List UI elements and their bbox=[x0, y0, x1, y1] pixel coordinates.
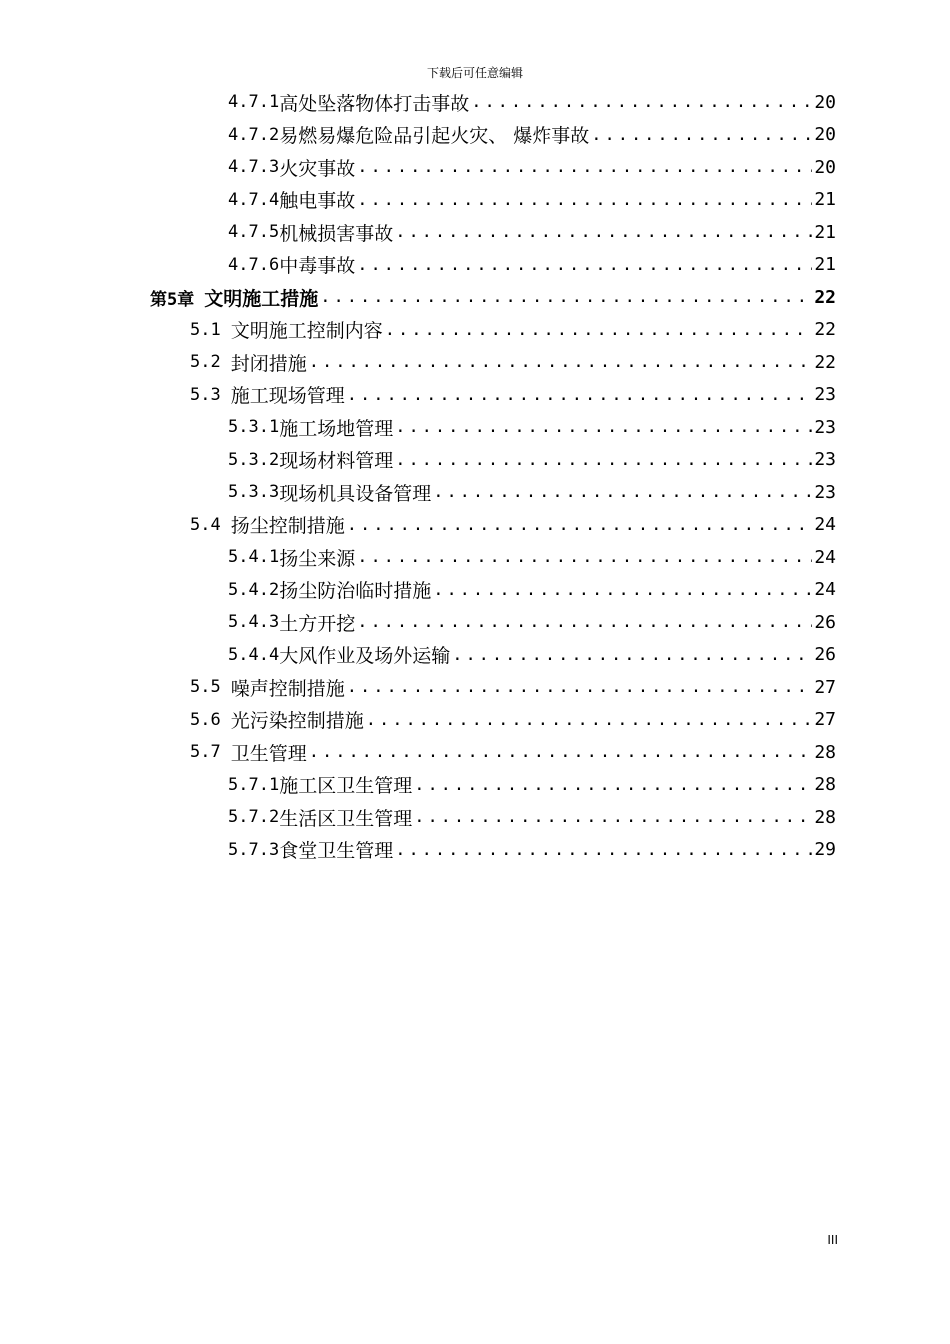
toc-entry-title: 高处坠落物体打击事故 bbox=[279, 92, 470, 115]
toc-entry-number: 4.7.4 bbox=[228, 189, 280, 210]
toc-entry-title: 现场机具设备管理 bbox=[279, 482, 432, 505]
toc-entry-title: 触电事故 bbox=[279, 190, 356, 212]
toc-entry-page: 20 bbox=[814, 124, 836, 145]
toc-entry[interactable] bbox=[228, 769, 836, 801]
toc-entry-page: 28 bbox=[814, 806, 836, 828]
toc-entry-number: 5.3 bbox=[190, 384, 221, 405]
toc-dot-leader bbox=[347, 385, 813, 405]
toc-section-entry[interactable] bbox=[190, 314, 836, 346]
toc-entry-title: 易燃易爆危险品引起火灾、 爆炸事故 bbox=[279, 125, 590, 147]
toc-entry-number: 5.3.2 bbox=[228, 449, 280, 470]
toc-entry-number: 5.7.1 bbox=[228, 774, 280, 795]
toc-entry-number: 5.7.3 bbox=[228, 839, 280, 860]
toc-entry-page: 24 bbox=[814, 514, 836, 535]
toc-dot-leader bbox=[357, 612, 812, 632]
toc-entry-page: 20 bbox=[814, 91, 836, 113]
toc-entry-page: 24 bbox=[814, 579, 836, 600]
toc-entry-title: 土方开挖 bbox=[279, 612, 356, 635]
toc-entry-title: 施工区卫生管理 bbox=[279, 775, 413, 797]
toc-entry-title: 扬尘控制措施 bbox=[230, 515, 345, 537]
toc-entry-title: 扬尘防治临时措施 bbox=[279, 580, 432, 602]
toc-entry[interactable] bbox=[228, 411, 836, 443]
toc-entry-page: 22 bbox=[814, 319, 836, 340]
toc-entry[interactable] bbox=[228, 639, 836, 671]
page-header-note: 下载后可任意编辑 bbox=[426, 66, 523, 80]
toc-entry[interactable] bbox=[228, 574, 836, 606]
toc-dot-leader bbox=[395, 840, 812, 860]
toc-entry[interactable] bbox=[228, 184, 836, 216]
toc-section-entry[interactable] bbox=[190, 509, 836, 541]
toc-dot-leader bbox=[433, 482, 812, 502]
toc-dot-leader bbox=[309, 742, 813, 762]
toc-dot-leader bbox=[414, 775, 812, 795]
toc-entry-number: 5.1 bbox=[190, 319, 221, 340]
toc-entry-page: 22 bbox=[814, 286, 836, 308]
toc-entry-title: 光污染控制措施 bbox=[230, 710, 364, 732]
toc-entry-page: 22 bbox=[814, 351, 836, 373]
toc-entry-number: 4.7.6 bbox=[228, 254, 280, 275]
toc-dot-leader bbox=[357, 190, 812, 210]
toc-entry[interactable] bbox=[228, 86, 836, 118]
toc-entry-title: 噪声控制措施 bbox=[230, 677, 345, 700]
toc-dot-leader bbox=[591, 125, 812, 145]
toc-entry-page: 23 bbox=[814, 449, 836, 470]
toc-entry[interactable] bbox=[228, 476, 836, 508]
toc-entry-title: 食堂卫生管理 bbox=[279, 840, 394, 862]
toc-entry-page: 29 bbox=[814, 839, 836, 860]
toc-dot-leader bbox=[414, 807, 812, 827]
toc-entry-number: 5.6 bbox=[190, 709, 221, 730]
toc-dot-leader bbox=[395, 222, 812, 242]
toc-entry-page: 24 bbox=[814, 546, 836, 568]
toc-entry-number: 5.4.3 bbox=[228, 612, 280, 632]
page-number: III bbox=[827, 1233, 838, 1247]
toc-entry-number: 5.4.1 bbox=[228, 547, 280, 567]
toc-entry[interactable] bbox=[228, 801, 836, 833]
toc-entry-title: 文明施工控制内容 bbox=[230, 320, 383, 342]
toc-entry-title: 施工场地管理 bbox=[279, 417, 394, 440]
toc-entry-number: 5.7 bbox=[190, 742, 221, 762]
toc-dot-leader bbox=[357, 547, 812, 567]
toc-entry-title: 现场材料管理 bbox=[279, 450, 394, 472]
toc-entry-page: 26 bbox=[814, 611, 836, 633]
toc-entry-title: 中毒事故 bbox=[279, 255, 356, 277]
toc-entry-title: 生活区卫生管理 bbox=[279, 807, 413, 830]
toc-entry[interactable] bbox=[228, 249, 836, 281]
toc-entry-number: 5.5 bbox=[190, 677, 221, 697]
toc-entry-number: 5.7.2 bbox=[228, 807, 280, 827]
toc-entry-title: 卫生管理 bbox=[230, 742, 307, 765]
toc-entry-page: 23 bbox=[814, 416, 836, 438]
toc-dot-leader bbox=[347, 677, 813, 697]
toc-entry[interactable] bbox=[228, 606, 836, 638]
toc-dot-leader bbox=[385, 320, 813, 340]
toc-dot-leader bbox=[320, 287, 812, 307]
toc-dot-leader bbox=[309, 352, 813, 372]
toc-entry-number: 4.7.3 bbox=[228, 157, 280, 177]
toc-entry-page: 28 bbox=[814, 741, 836, 763]
toc-dot-leader bbox=[433, 580, 812, 600]
toc-entry-title: 施工现场管理 bbox=[230, 385, 345, 407]
toc-dot-leader bbox=[357, 255, 812, 275]
toc-entry-title: 机械损害事故 bbox=[279, 222, 394, 245]
toc-entry-number: 5.3.1 bbox=[228, 417, 280, 437]
toc-entry-page: 21 bbox=[814, 221, 836, 243]
toc-entry-page: 26 bbox=[814, 644, 836, 665]
toc-entry[interactable] bbox=[228, 444, 836, 476]
toc-section-entry[interactable] bbox=[190, 671, 836, 703]
toc-entry-title: 扬尘来源 bbox=[279, 547, 356, 570]
toc-entry-page: 21 bbox=[814, 254, 836, 275]
toc-section-entry[interactable] bbox=[190, 704, 836, 736]
toc-section-entry[interactable] bbox=[190, 346, 836, 378]
toc-entry-title: 大风作业及场外运输 bbox=[279, 645, 451, 667]
toc-section-entry[interactable] bbox=[190, 379, 836, 411]
toc-entry-page: 23 bbox=[814, 481, 836, 503]
toc-entry-page: 23 bbox=[814, 384, 836, 405]
toc-dot-leader bbox=[357, 157, 812, 177]
toc-entry-title: 火灾事故 bbox=[279, 157, 356, 180]
toc-entry-page: 27 bbox=[814, 709, 836, 730]
toc-dot-leader bbox=[395, 450, 812, 470]
toc-entry-number: 4.7.2 bbox=[228, 124, 280, 145]
toc-entry-number: 第5章 bbox=[150, 289, 195, 310]
toc-entry-title: 封闭措施 bbox=[230, 352, 307, 375]
toc-entry-page: 20 bbox=[814, 156, 836, 178]
toc-entry[interactable] bbox=[228, 151, 836, 183]
toc-section-entry[interactable] bbox=[190, 736, 836, 768]
toc-entry-number: 5.4.2 bbox=[228, 579, 280, 600]
toc-dot-leader bbox=[347, 515, 813, 535]
toc-entry-number: 4.7.1 bbox=[228, 92, 280, 112]
toc-chapter-entry[interactable] bbox=[150, 281, 836, 313]
toc-entry-number: 5.4.4 bbox=[228, 644, 280, 665]
toc-entry[interactable] bbox=[228, 119, 836, 151]
toc-entry-page: 21 bbox=[814, 189, 836, 210]
toc-dot-leader bbox=[395, 417, 812, 437]
toc-entry-number: 5.2 bbox=[190, 352, 221, 372]
toc-entry[interactable] bbox=[228, 541, 836, 573]
toc-entry[interactable] bbox=[228, 216, 836, 248]
toc-entry[interactable] bbox=[228, 834, 836, 866]
toc-dot-leader bbox=[471, 92, 812, 112]
toc-entry-title: 文明施工措施 bbox=[204, 287, 319, 310]
toc-entry-number: 4.7.5 bbox=[228, 222, 280, 242]
toc-entry-number: 5.4 bbox=[190, 514, 221, 535]
toc-dot-leader bbox=[452, 645, 812, 665]
toc-dot-leader bbox=[366, 710, 813, 730]
toc-entry-number: 5.3.3 bbox=[228, 482, 280, 502]
toc-entry-page: 28 bbox=[814, 774, 836, 795]
toc-entry-page: 27 bbox=[814, 676, 836, 698]
